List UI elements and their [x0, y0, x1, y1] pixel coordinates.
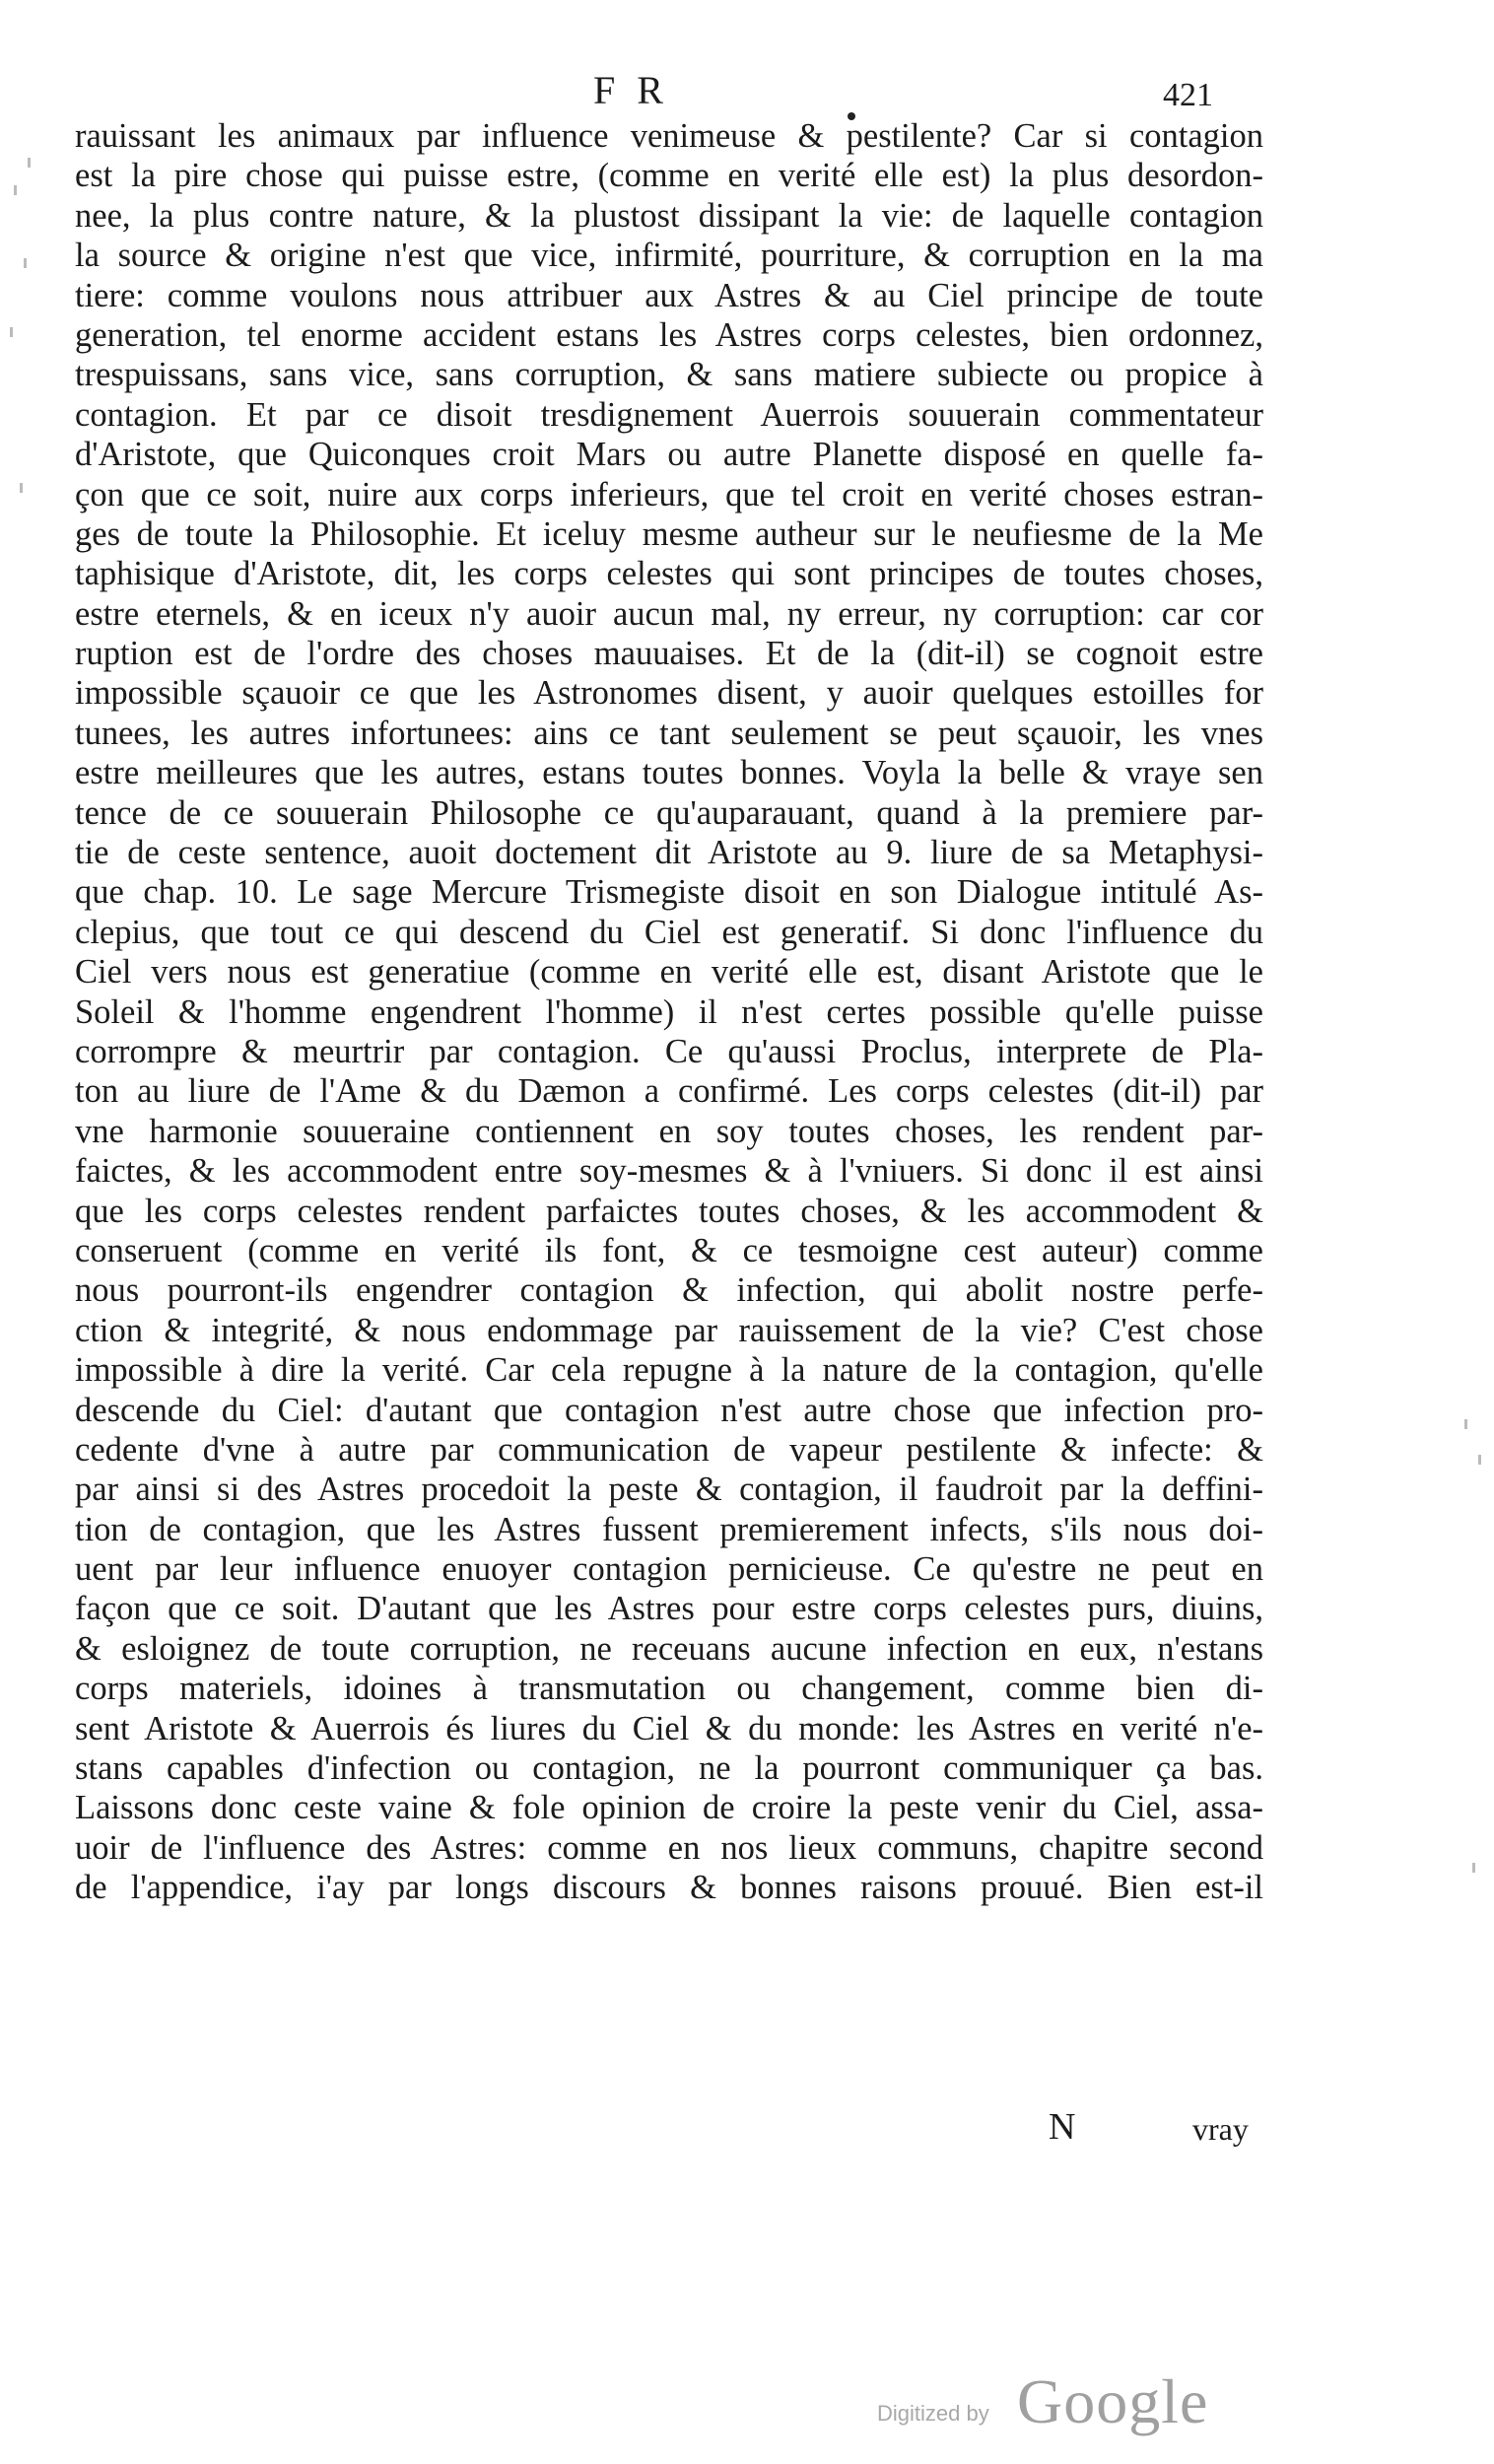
- google-logo: Google: [1017, 2366, 1209, 2436]
- text-line: tence de ce souuerain Philosophe ce qu'auparauant, quand à la premiere par-: [75, 793, 1263, 832]
- text-line: tunees, les autres infortunees: ains ce tant seulement se peut sçauoir, les vnes: [75, 714, 1263, 752]
- text-line: nous pourront-ils engendrer contagion & infection, qui abolit nostre perfe-: [75, 1271, 1263, 1310]
- text-line: faictes, & les accommodent entre soy-mesmes & à l'vniuers. Si donc il est ainsi: [75, 1152, 1263, 1191]
- text-line: la source & origine n'est que vice, infirmité, pourriture, & corruption en la ma: [75, 237, 1263, 275]
- text-line: par ainsi si des Astres procedoit la peste & contagion, il faudroit par la deffini-: [75, 1471, 1263, 1509]
- text-line: trespuissans, sans vice, sans corruption, & sans matiere subiecte ou propice à: [75, 356, 1263, 394]
- speck: [1464, 1419, 1467, 1429]
- text-line: cedente d'vne à autre par communication de vapeur pestilente & infecte: &: [75, 1430, 1263, 1469]
- text-line: d'Aristote, que Quiconques croit Mars ou autre Planette disposé en quelle fa-: [75, 436, 1263, 474]
- text-line: uoir de l'influence des Astres: comme en nos lieux communs, chapitre second: [75, 1828, 1263, 1867]
- text-line: de l'appendice, i'ay par longs discours & bonnes raisons prouué. Bien est-il: [75, 1869, 1263, 1907]
- text-line: Laissons donc ceste vaine & fole opinion de croire la peste venir du Ciel, assa-: [75, 1789, 1263, 1827]
- text-line: ges de toute la Philosophie. Et iceluy mesme autheur sur le neufiesme de la Me: [75, 514, 1263, 553]
- text-line: corrompre & meurtrir par contagion. Ce qu'aussi Proclus, interprete de Pla-: [75, 1032, 1263, 1070]
- speck: [10, 327, 13, 337]
- text-line: clepius, que tout ce qui descend du Ciel est generatif. Si donc l'influence du: [75, 913, 1263, 951]
- text-line: taphisique d'Aristote, dit, les corps celestes qui sont principes de toutes choses,: [75, 555, 1263, 593]
- page-footer: [0, 2105, 1494, 2164]
- text-line: que chap. 10. Le sage Mercure Trismegiste disoit en son Dialogue intitulé As-: [75, 873, 1263, 912]
- text-line: estre meilleures que les autres, estans toutes bonnes. Voyla la belle & vraye sen: [75, 754, 1263, 792]
- text-line: estre eternels, & en iceux n'y auoir aucun mal, ny erreur, ny corruption: car cor: [75, 594, 1263, 633]
- text-line: ruption est de l'ordre des choses mauuaises. Et de la (dit-il) se cognoit estre: [75, 635, 1263, 673]
- text-line: stans capables d'infection ou contagion, ne la pourront communiquer ça bas.: [75, 1749, 1263, 1788]
- text-line: rauissant les animaux par influence venimeuse & pestilente? Car si contagion: [75, 117, 1263, 155]
- text-line: Ciel vers nous est generatiue (comme en verité elle est, disant Aristote que le: [75, 953, 1263, 992]
- speck: [24, 258, 27, 268]
- watermark-prefix: Digitized by: [877, 2401, 989, 2426]
- text-line: façon que ce soit. D'autant que les Astres pour estre corps celestes purs, diuins,: [75, 1590, 1263, 1628]
- text-line: conseruent (comme en verité ils font, & ce tesmoigne cest auteur) comme: [75, 1231, 1263, 1269]
- text-line: tiere: comme voulons nous attribuer aux Astres & au Ciel principe de toute: [75, 276, 1263, 314]
- signature-mark: N: [1049, 2106, 1076, 2148]
- digitization-watermark: [877, 2365, 1212, 2444]
- page-number: 421: [1163, 77, 1213, 113]
- speck: [28, 158, 31, 168]
- text-line: Soleil & l'homme engendrent l'homme) il n'est certes possible qu'elle puisse: [75, 992, 1263, 1031]
- speck: [1472, 1863, 1475, 1873]
- text-line: sent Aristote & Auerrois és liures du Ciel & du monde: les Astres en verité n'e-: [75, 1709, 1263, 1747]
- running-head: F R: [593, 68, 669, 112]
- text-line: vne harmonie souueraine contiennent en soy toutes choses, les rendent par-: [75, 1112, 1263, 1150]
- text-line: & esloignez de toute corruption, ne receuans aucune infection en eux, n'estans: [75, 1629, 1263, 1668]
- speck: [14, 185, 17, 195]
- text-line: nee, la plus contre nature, & la plustost dissipant la vie: de laquelle contagion: [75, 196, 1263, 235]
- text-line: ton au liure de l'Ame & du Dæmon a confirmé. Les corps celestes (dit-il) par: [75, 1072, 1263, 1111]
- text-line: ction & integrité, & nous endommage par rauissement de la vie? C'est chose: [75, 1311, 1263, 1349]
- catchword: vray: [1192, 2111, 1249, 2147]
- text-line: impossible sçauoir ce que les Astronomes disent, y auoir quelques estoilles for: [75, 674, 1263, 713]
- body-text: [75, 116, 1263, 1908]
- text-line: impossible à dire la verité. Car cela repugne à la nature de la contagion, qu'elle: [75, 1351, 1263, 1390]
- text-line: uent par leur influence enuoyer contagion pernicieuse. Ce qu'estre ne peut en: [75, 1550, 1263, 1589]
- text-line: tie de ceste sentence, auoit doctement dit Aristote au 9. liure de sa Metaphysi-: [75, 834, 1263, 872]
- text-line: descende du Ciel: d'autant que contagion n'est autre chose que infection pro-: [75, 1391, 1263, 1429]
- text-line: corps materiels, idoines à transmutation ou changement, comme bien di-: [75, 1670, 1263, 1708]
- speck: [1478, 1455, 1481, 1465]
- speck: [20, 483, 23, 493]
- text-line: çon que ce soit, nuire aux corps inferieurs, que tel croit en verité choses estran-: [75, 475, 1263, 513]
- text-line: tion de contagion, que les Astres fussent premierement infects, s'ils nous doi-: [75, 1510, 1263, 1548]
- text-line: contagion. Et par ce disoit tresdignement Auerrois souuerain commentateur: [75, 395, 1263, 434]
- text-line: generation, tel enorme accident estans les Astres corps celestes, bien ordonnez,: [75, 315, 1263, 354]
- text-line: est la pire chose qui puisse estre, (comme en verité elle est) la plus desordon-: [75, 157, 1263, 195]
- text-line: que les corps celestes rendent parfaictes toutes choses, & les accommodent &: [75, 1192, 1263, 1230]
